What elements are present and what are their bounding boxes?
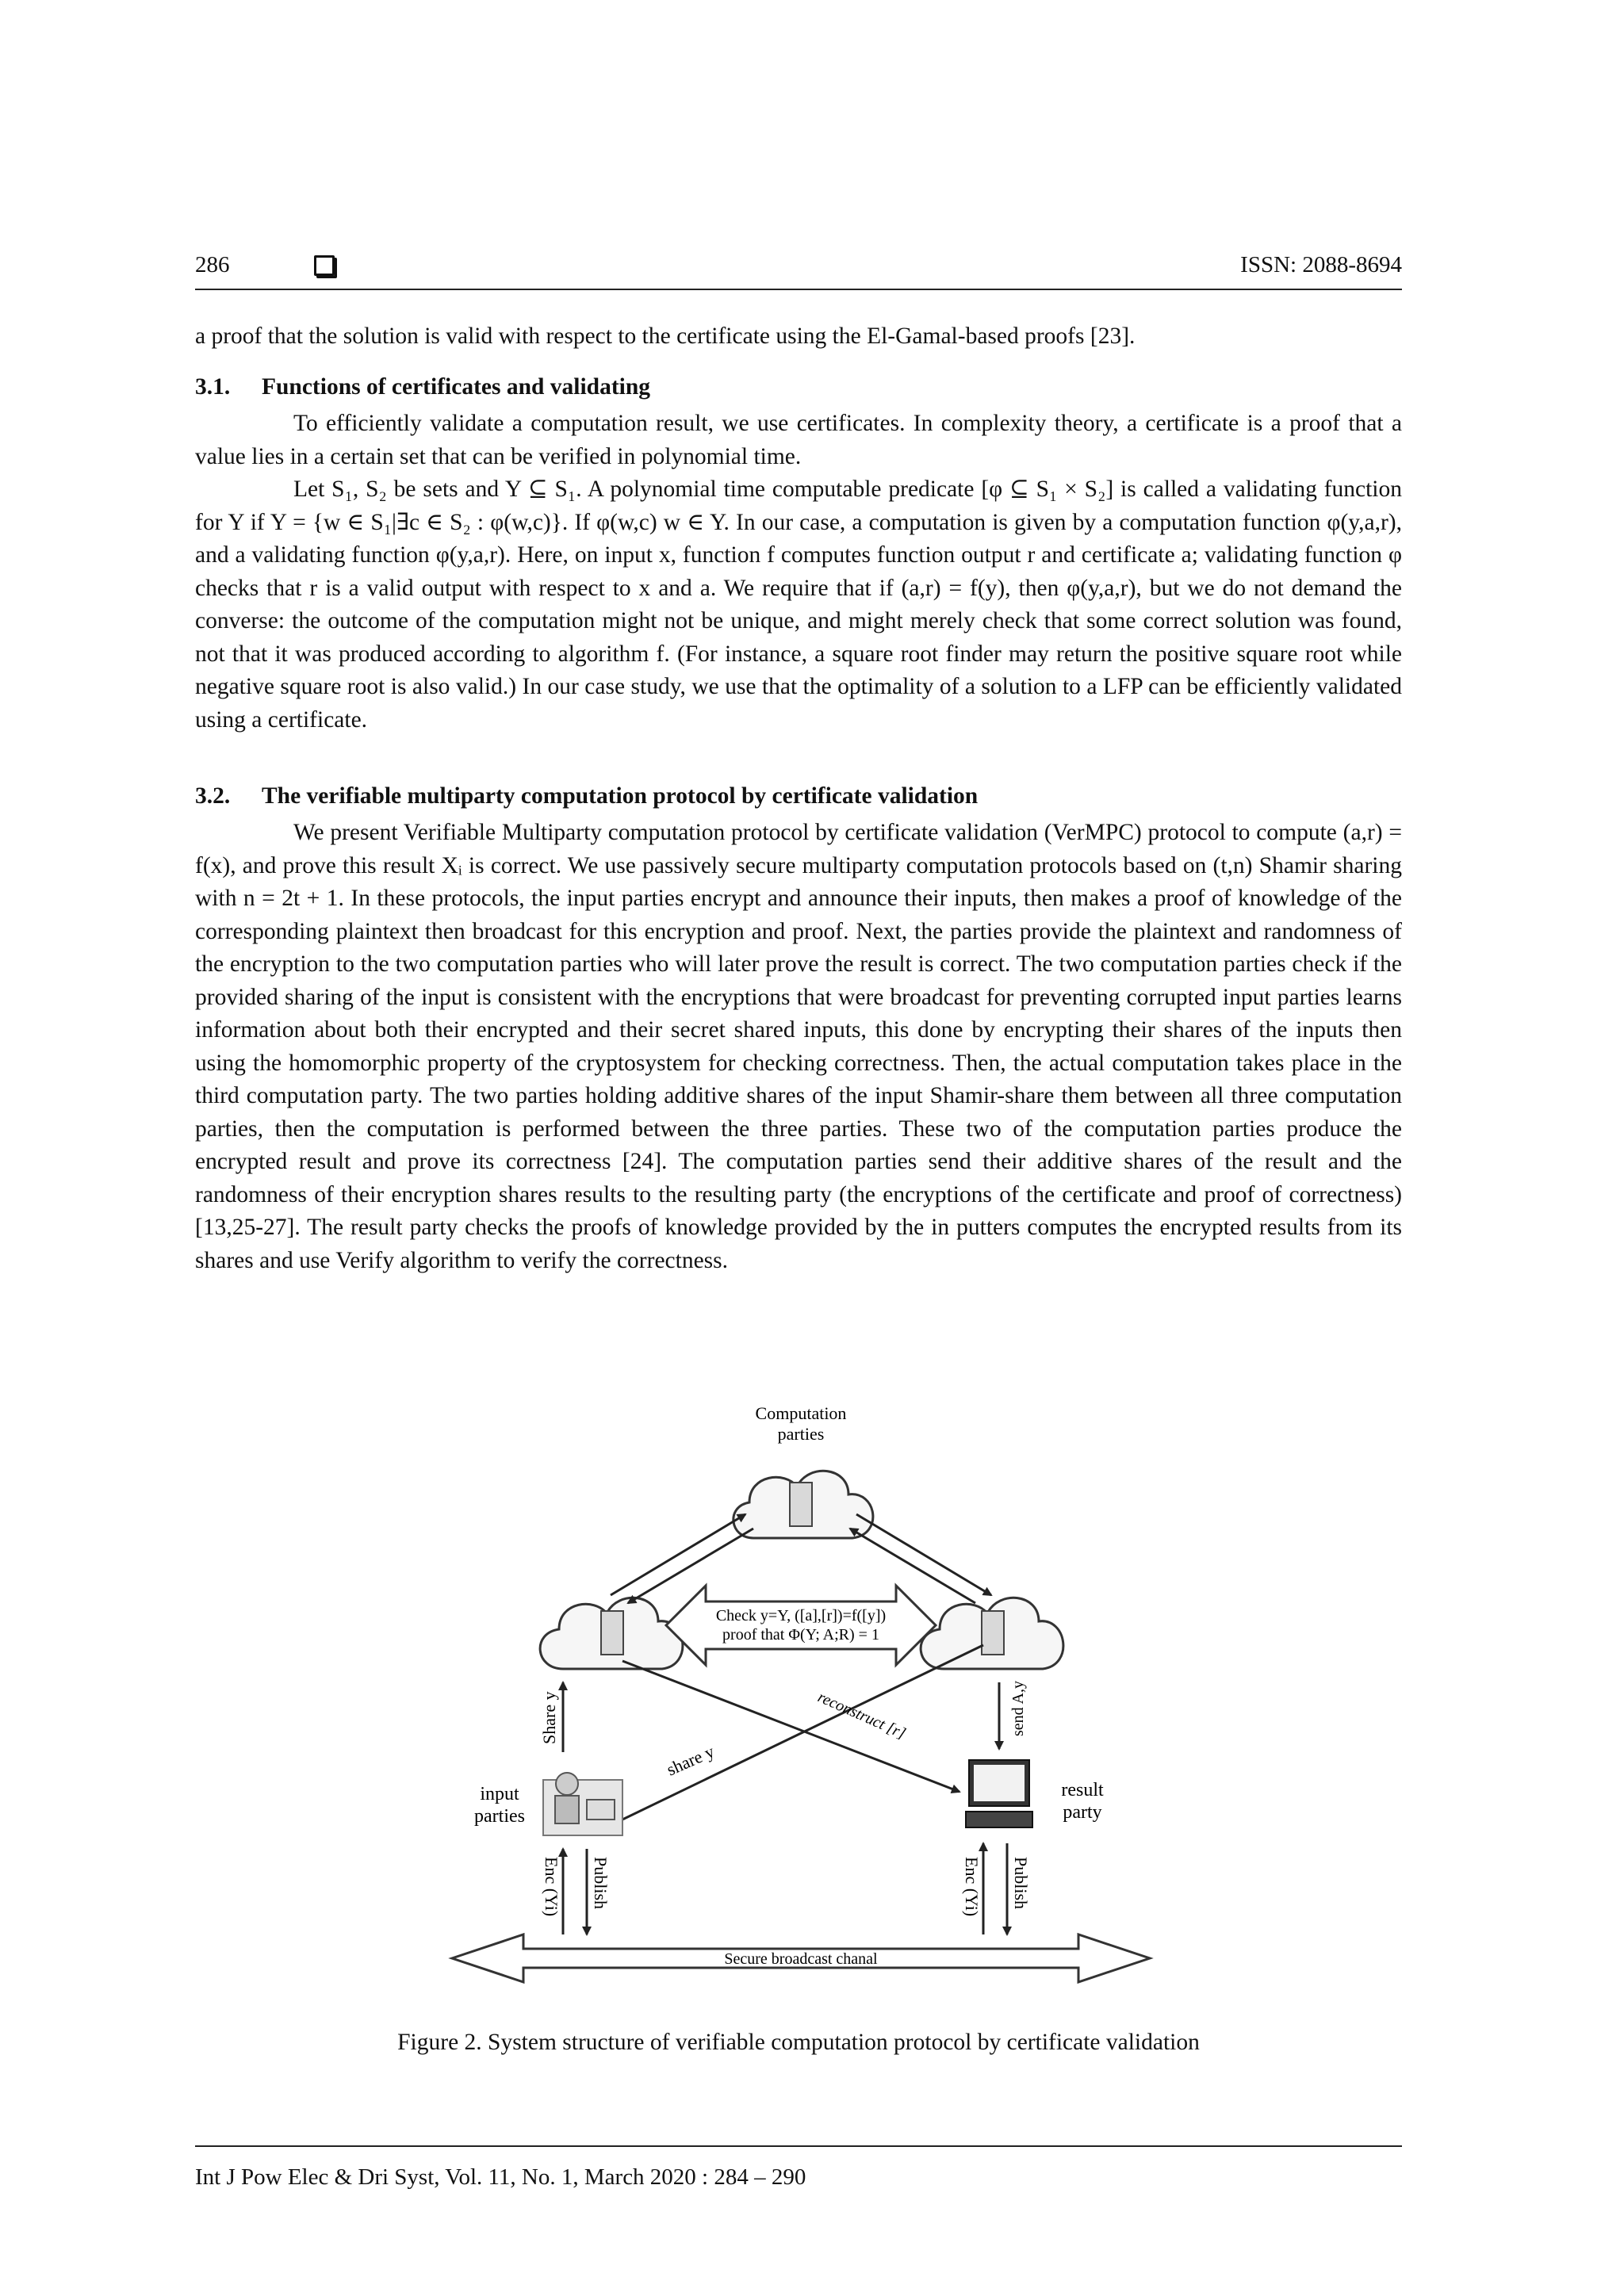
section-heading-3-2	[195, 783, 978, 809]
page-header	[195, 252, 1402, 290]
paragraph: Let S₁, S₂ be sets and Y ⊆ S₁. A polynomial time computable predicate [φ ⊆ S₁ × S₂] is called a validating function for Y if Y = {w ∈ S₁|∃c ∈ S₂ : φ(w,c)}. If φ(w,c) w ∈ Y. In our case, a computation is given by a computation function φ(y,a,r), and a validating function φ(y,a,r). Here, on input x, function f computes function output r and certificate a; validating function φ checks that r is a valid output with respect to x and a. We require that if (a,r) = f(y), then φ(y,a,r), but we do not demand the converse: the outcome of the computation might not be unique, and might merely check that some correct solution was found, not that it was produced according to algorithm f. (For instance, a square root finder may return the positive square root while negative square root is also valid.) In our case study, we use that the optimality of a solution to a LFP can be efficiently validated using a certificate.	[195, 476, 1402, 733]
share-y-label: Share y	[539, 1691, 559, 1744]
intro-paragraph	[195, 320, 1402, 354]
section-3-1-body	[195, 408, 1402, 737]
input-label-2: parties	[474, 1806, 525, 1827]
section-number: 3.2.	[195, 783, 231, 809]
send-ay-label: send A,y	[1009, 1681, 1027, 1736]
label-computation: Computation	[755, 1403, 847, 1423]
reconstruct-label: reconstruct [r]	[814, 1688, 909, 1743]
publish-right-label: Publish	[1011, 1857, 1031, 1910]
check-double-arrow	[666, 1586, 936, 1665]
system-structure-diagram	[444, 1387, 1158, 2006]
result-label-1: result	[1061, 1780, 1104, 1800]
paragraph: We present Verifiable Multiparty computation protocol by certificate validation (VerMPC) protocol to compute (a,r) = f(x), and prove this result Xᵢ is correct. We use passively secure multiparty computation protocols based on (t,n) Shamir sharing with n = 2t + 1. In these protocols, the input parties encrypt and announce their inputs, then makes a proof of knowledge of the corresponding plaintext then broadcast for this encryption and proof. Next, the parties provide the plaintext and randomness of the encryption to the two computation parties who will later prove the result is correct. The two computation parties check if the provided sharing of the input is consistent with the encryptions that were broadcast for preventing corrupted input parties learns information about both their encrypted and their secret shared inputs, this done by encrypting their shares of the inputs then using the homomorphic property of the cryptosystem for checking correctness. Then, the actual computation takes place in the third computation party. The two parties holding additive shares of the input Shamir-share them between all three computation parties, then the computation is performed between the three parties. These two of the computation parties produce the encrypted result and prove its correctness [24]. The computation parties send their additive shares of the result and the randomness of their encryption shares results to the resulting party (the encryptions of the certificate and proof of correctness) [13,25-27]. The result party checks the proofs of knowledge provided by the in putters computes the encrypted results from its shares and use Verify algorithm to verify the correctness.	[195, 820, 1402, 1273]
page-footer: Int J Pow Elec & Dri Syst, Vol. 11, No. 1, March 2020 : 284 – 290	[195, 2145, 1402, 2191]
paragraph: To efficiently validate a computation result, we use certificates. In complexity theory, a certificate is a proof that a value lies in a certain set that can be verified in polynomial time.	[195, 411, 1402, 469]
left-cloud-icon	[540, 1598, 683, 1669]
computer-icon	[966, 1760, 1032, 1827]
page-number: 286	[195, 252, 230, 277]
label-parties: parties	[777, 1424, 825, 1444]
section-3-2-body	[195, 817, 1402, 1277]
check-line-2: proof that Φ(Y; A;R) = 1	[722, 1626, 879, 1644]
section-title: Functions of certificates and validating	[262, 374, 651, 400]
right-cloud-icon	[921, 1598, 1063, 1669]
figure-caption: Figure 2. System structure of verifiable computation protocol by certificate validation	[397, 2030, 1200, 2055]
checkbox-square-icon	[314, 255, 335, 276]
section-title: The verifiable multiparty computation protocol by certificate validation	[262, 783, 979, 809]
input-party-icon	[543, 1773, 622, 1835]
share-y-diag-label: share y	[663, 1741, 718, 1780]
enc-right-label: Enc (Yi)	[962, 1857, 982, 1917]
intro-line: a proof that the solution is valid with respect to the certificate using the El-Gamal-based proofs [23].	[195, 323, 1136, 349]
section-number: 3.1.	[195, 374, 231, 400]
enc-left-label: Enc (Yi)	[542, 1857, 561, 1917]
broadcast-label: Secure broadcast chanal	[724, 1950, 878, 1968]
top-cloud-icon	[733, 1471, 873, 1538]
result-label-2: party	[1063, 1802, 1102, 1823]
input-label-1: input	[480, 1784, 519, 1804]
check-line-1: Check y=Y, ([a],[r])=f([y])	[715, 1607, 887, 1624]
issn-label: ISSN: 2088-8694	[1240, 252, 1402, 277]
publish-left-label: Publish	[591, 1857, 611, 1910]
section-heading-3-1	[195, 374, 650, 400]
